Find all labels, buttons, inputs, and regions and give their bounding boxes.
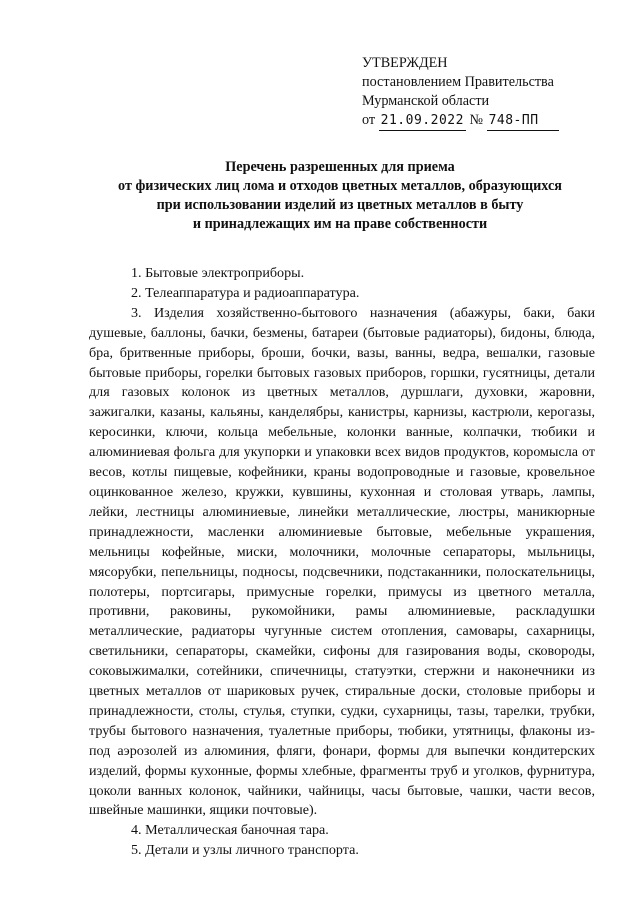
approval-stamp <box>362 54 559 131</box>
title-line-4: и принадлежащих им на праве собственности <box>192 216 488 232</box>
title-line-1: Перечень разрешенных для приема <box>225 159 455 175</box>
approval-line-1: постановлением Правительства <box>362 74 554 90</box>
approval-date: 21.09.2022 <box>379 111 466 131</box>
list-item: 4. Металлическая баночная тара. <box>131 822 329 839</box>
title-line-3: при использовании изделий из цветных металлов в быту <box>156 197 524 213</box>
approval-heading: УТВЕРЖДЕН <box>362 55 448 71</box>
date-prefix: от <box>362 112 376 128</box>
list-item: 2. Телеаппаратура и радиоаппаратура. <box>131 284 360 301</box>
document-title <box>60 158 620 234</box>
list-item: 1. Бытовые электроприборы. <box>131 265 305 281</box>
approval-number: 748-ПП <box>487 111 559 131</box>
document-body <box>89 264 595 861</box>
approval-line-2: Мурманской области <box>362 93 490 109</box>
list-item: 5. Детали и узлы личного транспорта. <box>131 842 359 859</box>
title-line-2: от физических лиц лома и отходов цветных металлов, образующихся <box>118 178 562 194</box>
approval-date-line <box>362 111 559 131</box>
list-item: 3. Изделия хозяйственно-бытового назначения (абажуры, баки, баки душевые, баллоны, бачки, безмены, батареи (бытовые радиаторы), бидоны, блюда, бра, бритвенные приборы, броши, бочки, вазы, ванны, ведра, вешалки, газовые бытовые приборы, горелки бытовых газовых приборов, горшки, гусятницы, детали для газовых колонок из цветных металлов, дуршлаги, духовки, жаровни, зажигалки, казаны, кальяны, канделябры, канистры, карнизы, кастрюли, керогазы, керосинки, ключи, кольца мебельные, колонки ванные, колпачки, тюбики и алюминиевая фольга для укупорки и упаковки всех видов продуктов, коромысла от весов, котлы пищевые, кофейники, краны водопроводные и газовые, кровельное оцинкованное железо, кружки, кувшины, кухонная и столовая утварь, лампы, лейки, лестницы алюминиевые, линейки металлические, люстры, маникюрные принадлежности, масленки алюминиевые бытовые, мебельные украшения, мельницы кофейные, миски, молочники, молочные сепараторы, мыльницы, мясорубки, пепельницы, подносы, подсвечники, подстаканники, полоскательницы, полотеры, портсигары, примусные горелки, примусы из цветного металла, противни, раковины, рукомойники, рамы алюминиевые, раскладушки металлические, радиаторы чугунные систем отопления, самовары, сахарницы, светильники, сепараторы, скамейки, сифоны для газирования воды, сковороды, соковыжималки, сотейники, спичечницы, статуэтки, стержни и наконечники из цветных металлов от шариковых ручек, стиральные доски, столовые приборы и принадлежности, столы, стулья, ступки, судки, сухарницы, тазы, тарелки, трубки, трубы бытового назначения, туалетные приборы, тюбики, утятницы, флаконы из-под аэрозолей из алюминия, фляги, фонари, формы для выпечки кондитерских изделий, формы кухонные, формы хлебные, фрагменты труб и уголков, фурнитура, цоколи ванных колонок, чайники, чайницы, часы бытовые, чашки, части весов, швейные машинки, ящики почтовые). <box>89 304 595 819</box>
number-prefix: № <box>469 112 484 128</box>
